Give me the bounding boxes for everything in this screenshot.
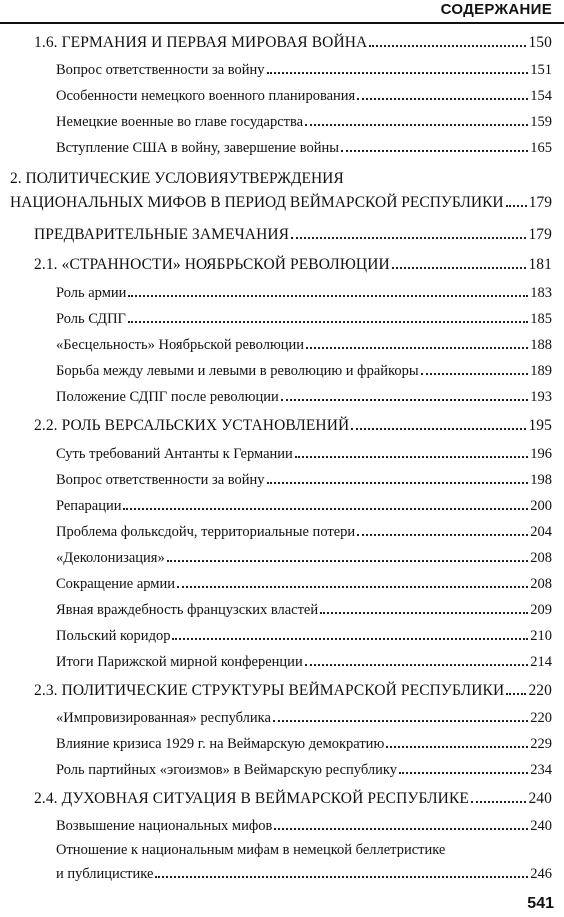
- leader-dots: [506, 693, 526, 695]
- page-number: 541: [527, 895, 554, 912]
- toc-entry: [56, 114, 552, 131]
- header-rule: [0, 22, 564, 24]
- toc-entry: [34, 682, 552, 700]
- toc-entry-label: 2.3. ПОЛИТИЧЕСКИЕ СТРУКТУРЫ ВЕЙМАРСКОЙ РЕСПУБЛИКИ: [34, 682, 505, 699]
- toc-entry-page: 246: [530, 866, 552, 882]
- toc-entry-label: Положение СДПГ после революции: [56, 389, 279, 405]
- toc-entry-label: 2.4. ДУХОВНАЯ СИТУАЦИЯ В ВЕЙМАРСКОЙ РЕСПУБЛИКЕ: [34, 790, 469, 807]
- leader-dots: [295, 456, 528, 458]
- leader-dots: [291, 237, 526, 239]
- leader-dots: [320, 612, 528, 614]
- toc-entry-page: 240: [530, 818, 552, 834]
- toc-entry-label: Борьба между левыми и левыми в революцию и фрайкоры: [56, 363, 419, 379]
- toc-entry: [56, 550, 552, 567]
- toc-entry-label: «Импровизированная» республика: [56, 710, 271, 726]
- leader-dots: [281, 399, 528, 401]
- toc-entry-page: 220: [528, 682, 552, 699]
- toc-entry-page: 179: [528, 194, 552, 211]
- toc-entry-page: 210: [530, 628, 552, 644]
- leader-dots: [421, 373, 529, 375]
- toc-entry: [10, 194, 552, 212]
- leader-dots: [167, 560, 529, 562]
- toc-entry: [56, 654, 552, 671]
- toc-entry-page: 193: [530, 389, 552, 405]
- toc-entry: [56, 311, 552, 328]
- toc-entry: [34, 417, 552, 435]
- toc-entry: [56, 285, 552, 302]
- toc-entry-label-line1: Отношение к национальным мифам в немецкой беллетристике: [56, 842, 446, 858]
- toc-entry-label: и публицистике: [56, 866, 154, 882]
- toc-entry-page: 165: [530, 140, 552, 156]
- leader-dots: [306, 347, 528, 349]
- toc-entry-label-line1: 2. ПОЛИТИЧЕСКИЕ УСЛОВИЯУТВЕРЖДЕНИЯ: [10, 170, 344, 187]
- toc-entry-label: Польский коридор: [56, 628, 171, 644]
- toc-entry-page: 220: [530, 710, 552, 726]
- toc-entry-label: 2.1. «СТРАННОСТИ» НОЯБРЬСКОЙ РЕВОЛЮЦИИ: [34, 256, 390, 273]
- leader-dots: [274, 828, 528, 830]
- toc-entry: [56, 736, 552, 753]
- toc-entry-page: 150: [528, 34, 552, 51]
- toc-entry-page: 185: [530, 311, 552, 327]
- leader-dots: [177, 586, 528, 588]
- leader-dots: [123, 508, 528, 510]
- toc-entry-label: ПРЕДВАРИТЕЛЬНЫЕ ЗАМЕЧАНИЯ: [34, 226, 290, 243]
- toc-entry-page: 179: [528, 226, 552, 243]
- leader-dots: [386, 746, 528, 748]
- toc-entry-page: 208: [530, 576, 552, 592]
- toc-entry-label: Сокращение армии: [56, 576, 175, 592]
- toc-entry: [56, 337, 552, 354]
- toc-entry-page: 195: [528, 417, 552, 434]
- toc-entry-label: Итоги Парижской мирной конференции: [56, 654, 303, 670]
- leader-dots: [357, 534, 528, 536]
- toc-entry: [56, 762, 552, 779]
- leader-dots: [357, 98, 528, 100]
- toc-entry: [56, 818, 552, 835]
- toc-entry: [34, 256, 552, 274]
- toc-entry: [56, 389, 552, 406]
- toc-entry-label: Влияние кризиса 1929 г. на Веймарскую демократию: [56, 736, 385, 752]
- toc-entry-label: 2.2. РОЛЬ ВЕРСАЛЬСКИХ УСТАНОВЛЕНИЙ: [34, 417, 350, 434]
- leader-dots: [341, 150, 528, 152]
- toc-entry-label: Вступление США в войну, завершение войны: [56, 140, 339, 156]
- running-header: СОДЕРЖАНИЕ: [440, 1, 552, 18]
- toc-entry-label: «Бесцельность» Ноябрьской революции: [56, 337, 305, 353]
- toc-entry: [56, 446, 552, 463]
- leader-dots: [155, 876, 528, 878]
- toc-entry-page: 189: [530, 363, 552, 379]
- toc-entry-page: 188: [530, 337, 552, 353]
- toc-entry-page: 196: [530, 446, 552, 462]
- leader-dots: [273, 720, 528, 722]
- toc-entry: [56, 710, 552, 727]
- leader-dots: [128, 321, 528, 323]
- toc-entry: [56, 140, 552, 157]
- toc-entry-label: Особенности немецкого военного планирования: [56, 88, 356, 104]
- leader-dots: [506, 205, 527, 207]
- toc-entry-label: НАЦИОНАЛЬНЫХ МИФОВ В ПЕРИОД ВЕЙМАРСКОЙ РЕСПУБЛИКИ: [10, 194, 504, 211]
- toc-entry: [56, 498, 552, 515]
- toc-entry-page: 240: [528, 790, 552, 807]
- toc-entry-page: 214: [530, 654, 552, 670]
- leader-dots: [351, 428, 526, 430]
- toc-entry-label: Вопрос ответственности за войну: [56, 62, 265, 78]
- toc-entry: [34, 226, 552, 244]
- toc-entry: [56, 576, 552, 593]
- toc-entry-label: Роль СДПГ: [56, 311, 126, 327]
- toc-entry-page: 204: [530, 524, 552, 540]
- toc-entry-page: 151: [530, 62, 552, 78]
- toc-entry: [56, 363, 552, 380]
- toc-entry-page: 234: [530, 762, 552, 778]
- toc-entry-page: 208: [530, 550, 552, 566]
- toc-entry-page: 198: [530, 472, 552, 488]
- toc-entry-label: Репарации: [56, 498, 122, 514]
- leader-dots: [369, 45, 526, 47]
- leader-dots: [172, 638, 528, 640]
- toc-entry-label: Роль армии: [56, 285, 127, 301]
- toc-entry-label: Проблема фольксдойч, территориальные потери: [56, 524, 356, 540]
- toc-entry: [56, 62, 552, 79]
- toc-entry-label: Суть требований Антанты к Германии: [56, 446, 293, 462]
- toc-entry-label: «Деколонизация»: [56, 550, 165, 566]
- toc-entry-page: 183: [530, 285, 552, 301]
- toc-entry-page: 209: [530, 602, 552, 618]
- toc-entry: [56, 524, 552, 541]
- leader-dots: [267, 482, 529, 484]
- leader-dots: [305, 664, 529, 666]
- toc-entry-page: 181: [528, 256, 552, 273]
- toc-entry-label: Явная враждебность французских властей: [56, 602, 319, 618]
- toc-entry-page: 200: [530, 498, 552, 514]
- toc-entry: [56, 866, 552, 883]
- toc-entry-page: 229: [530, 736, 552, 752]
- leader-dots: [399, 772, 528, 774]
- toc-entry-label: Возвышение национальных мифов: [56, 818, 273, 834]
- toc-entry-page: 154: [530, 88, 552, 104]
- leader-dots: [392, 267, 527, 269]
- toc-entry: [56, 628, 552, 645]
- leader-dots: [267, 72, 529, 74]
- toc-entry: [56, 602, 552, 619]
- toc-entry: [34, 34, 552, 52]
- leader-dots: [471, 801, 526, 803]
- toc-entry-label: Немецкие военные во главе государства: [56, 114, 304, 130]
- toc-entry-label: Вопрос ответственности за войну: [56, 472, 265, 488]
- toc-entry-label: 1.6. ГЕРМАНИЯ И ПЕРВАЯ МИРОВАЯ ВОЙНА: [34, 34, 368, 51]
- leader-dots: [128, 295, 528, 297]
- toc-entry-label: Роль партийных «эгоизмов» в Веймарскую республику: [56, 762, 397, 778]
- toc-entry: [56, 88, 552, 105]
- toc-entry: [56, 472, 552, 489]
- toc-entry: [34, 790, 552, 808]
- leader-dots: [305, 124, 528, 126]
- toc-entry-page: 159: [530, 114, 552, 130]
